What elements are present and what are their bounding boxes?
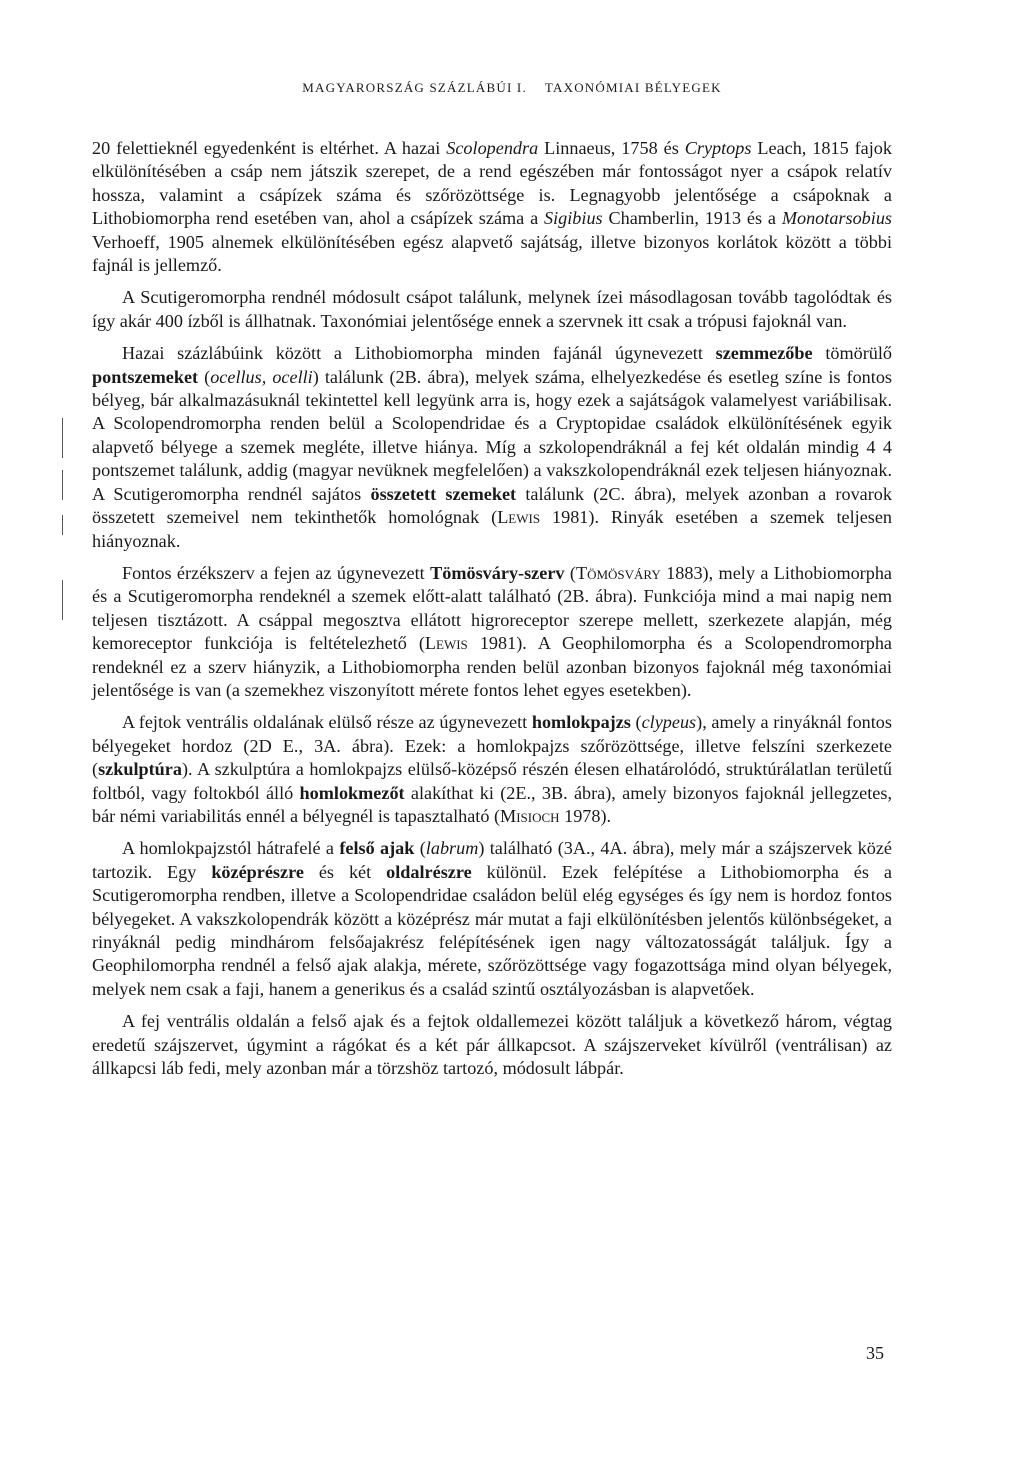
paragraph xyxy=(92,711,892,828)
running-header-left: MAGYARORSZÁG SZÁZLÁBÚI I. xyxy=(302,80,527,95)
italic-term: labrum xyxy=(425,838,479,859)
italic-term: Cryptops xyxy=(684,138,752,158)
text-run: Chamberlin, 1913 és a xyxy=(602,208,782,229)
text-run: Verhoeff, 1905 alnemek elkülönítésében egész alapvető sajátság, illetve bizonyos korlátok között a többi fajnál is jellemző. xyxy=(92,231,892,276)
text-run: ). A szkulptúra a homlokpajzs elülső-középső részén élesen elhatárolódó, struktúrálatlan területű foltból, vagy foltokból álló xyxy=(92,759,892,803)
author-name: Lewis xyxy=(497,507,541,528)
text-run: ( xyxy=(414,838,426,859)
text-run: A Scutigeromorpha rendnél módosult csápot találunk, melynek ízei másodlagosan tovább tagolódtak és így akár 400 ízből is állhatnak. Taxonómiai jelentősége ennek a szervnek itt csak a trópusi fajoknál van. xyxy=(92,287,892,331)
margin-mark xyxy=(62,515,63,535)
text-run: Linnaeus, 1758 és xyxy=(538,138,685,158)
bold-term: homlokmezőt xyxy=(299,782,405,803)
text-run: Fontos érzékszerv a fejen az úgynevezett xyxy=(122,562,431,583)
text-run: tömörülő xyxy=(812,343,892,364)
bold-term: szemmezőbe xyxy=(715,343,813,364)
text-run: és két xyxy=(303,861,387,882)
text-run: ), amely a rinyáknál fontos bélyegeket hordoz (2D E., 3A. ábra). Ezek: a homlokpajzs szőrözöttsége, illetve felszíni szerkezete ( xyxy=(92,712,892,780)
bold-term: összetett szemeket xyxy=(370,483,517,504)
paragraph xyxy=(92,562,892,702)
bold-term: szkulptúra xyxy=(98,759,182,780)
bold-term: oldalrészre xyxy=(386,861,472,882)
italic-term: Sigibius xyxy=(544,208,603,229)
text-run: 1978). xyxy=(559,805,612,826)
author-name: Lewis xyxy=(424,633,468,654)
text-run: ) találunk (2B. ábra), melyek száma, elhelyezkedése és esetleg színe is fontos bélyeg, bár alkalmazásuknál tekintettel kell legyünk arra is, hogy ezek a sajátságok valamelyest variábilisak. A Scolopendromorpha renden belül a Scolopendridae és a Cryptopidae családok elkülönítésének egyik alapvető bélyege a szemek megléte, illetve hiánya. Míg a szkolopendráknál a fej két oldalán mindig 4 4 pontszemet találunk, addig (magyar nevüknek megfelelően) a vakszkolopendráknál ezek teljesen hiányoznak. A Scutigeromorpha rendnél sajátos xyxy=(92,366,892,504)
author-name: Misioch xyxy=(500,805,560,826)
text-run: ( xyxy=(198,366,211,387)
italic-term: Monotarsobius xyxy=(781,208,892,229)
bold-term: Tömösváry-szerv xyxy=(430,562,565,583)
paragraph xyxy=(92,342,892,553)
italic-term: clypeus xyxy=(641,712,697,733)
author-name: Tömösváry xyxy=(575,562,661,583)
text-run: 1883), mely a Lithobiomorpha és a Scutigeromorpha rendeknél a szemek előtt-alatt található (2B. ábra). Funkciója mind a mai napig nem teljesen tisztázott. A csáppal megosztva ellátott higroreceptor szerepe mellett, szerkezete alapján, még kemoreceptor funkciója is feltételezhető ( xyxy=(92,562,893,654)
paragraph xyxy=(92,286,892,333)
bold-term: pontszemeket xyxy=(92,366,199,387)
text-run: alakíthat ki (2E., 3B. ábra), amely bizonyos fajoknál jellegzetes, bár némi variabilitás ennél a bélyegnél is tapasztalható ( xyxy=(92,782,893,826)
bold-term: felső ajak xyxy=(339,838,415,859)
text-run: Hazai százlábúink között a Lithobiomorpha minden fajánál úgynevezett xyxy=(122,343,716,364)
text-run: Leach, 1815 fajok elkülönítésében a csáp nem játszik szerepet, de a rend egészében már fontosságot nyer a csápok relatív hossza, valamint a csápízek száma és szőrözöttsége is. Legnagyobb jelentősége a csápoknak a Lithobiomorpha rend esetében van, ahol a csápízek száma a xyxy=(92,138,892,229)
text-run: találunk (2C. ábra), melyek azonban a rovarok összetett szemeivel nem tekinthetők homológnak ( xyxy=(92,483,892,528)
paragraph xyxy=(92,137,892,277)
bold-term: homlokpajzs xyxy=(531,712,631,733)
running-header-right: TAXONÓMIAI BÉLYEGEK xyxy=(544,80,722,95)
text-run: ) található (3A., 4A. ábra), mely már a szájszervek közé tartozik. Egy xyxy=(92,838,893,882)
margin-mark xyxy=(62,580,63,620)
text-run: különül. Ezek felépítése a Lithobiomorpha és a Scutigeromorpha rendben, illetve a Scolopendridae családon belül elég egységes és így nem is hordoz fontos bélyegeket. A vakszkolopendrák között a középrész már mutat a faji elkülönítésben jelentős különbségeket, a rinyáknál pedig mindhárom felsőajakrész felépítésének igen nagy változatosságát találjuk. Így a Geophilomorpha rendnél a felső ajak alakja, mérete, szőrözöttsége vagy fogazottsága mind olyan bélyegek, melyek nem csak a faji, hanem a generikus és a család szintű osztályozásban is alapvetőek. xyxy=(92,861,892,999)
margin-mark xyxy=(62,470,63,500)
bold-term: középrészre xyxy=(211,861,304,882)
text-run: ( xyxy=(564,562,576,583)
text-run: ( xyxy=(630,712,642,733)
text-run: A homlokpajzstól hátrafelé a xyxy=(122,838,340,859)
text-run: A fej ventrális oldalán a felső ajak és a fejtok oldallemezei között találjuk a következő három, végtag eredetű szájszervet, úgymint a rágókat és a két pár állkapcsot. A szájszerveket kívülről (ventrálisan) az állkapcsi láb fedi, mely azonban már a törzshöz tartozó, módosult lábpár. xyxy=(92,1011,892,1079)
body-text xyxy=(92,137,892,1089)
italic-term: ocellus, ocelli xyxy=(210,366,313,387)
running-header xyxy=(0,80,1024,96)
paragraph xyxy=(92,1010,892,1080)
text-run: 1981). A Geophilomorpha és a Scolopendromorpha rendeknél ez a szerv hiányzik, a Lithobiomorpha renden belül azonban bizonyos fajoknál még taxonómiai jelentősége is van (a szemekhez viszonyított mérete fontos lehet egyes esetekben). xyxy=(92,633,893,700)
text-run: 20 felettieknél egyedenként is eltérhet. A hazai xyxy=(92,138,447,158)
text-run: A fejtok ventrális oldalának elülső része az úgynevezett xyxy=(122,712,532,733)
margin-mark xyxy=(62,418,63,458)
italic-term: Scolopendra xyxy=(446,138,539,158)
paragraph xyxy=(92,837,892,1001)
text-run: 1981). Rinyák esetében a szemek teljesen hiányoznak. xyxy=(92,507,893,551)
page-number: 35 xyxy=(866,1343,884,1363)
